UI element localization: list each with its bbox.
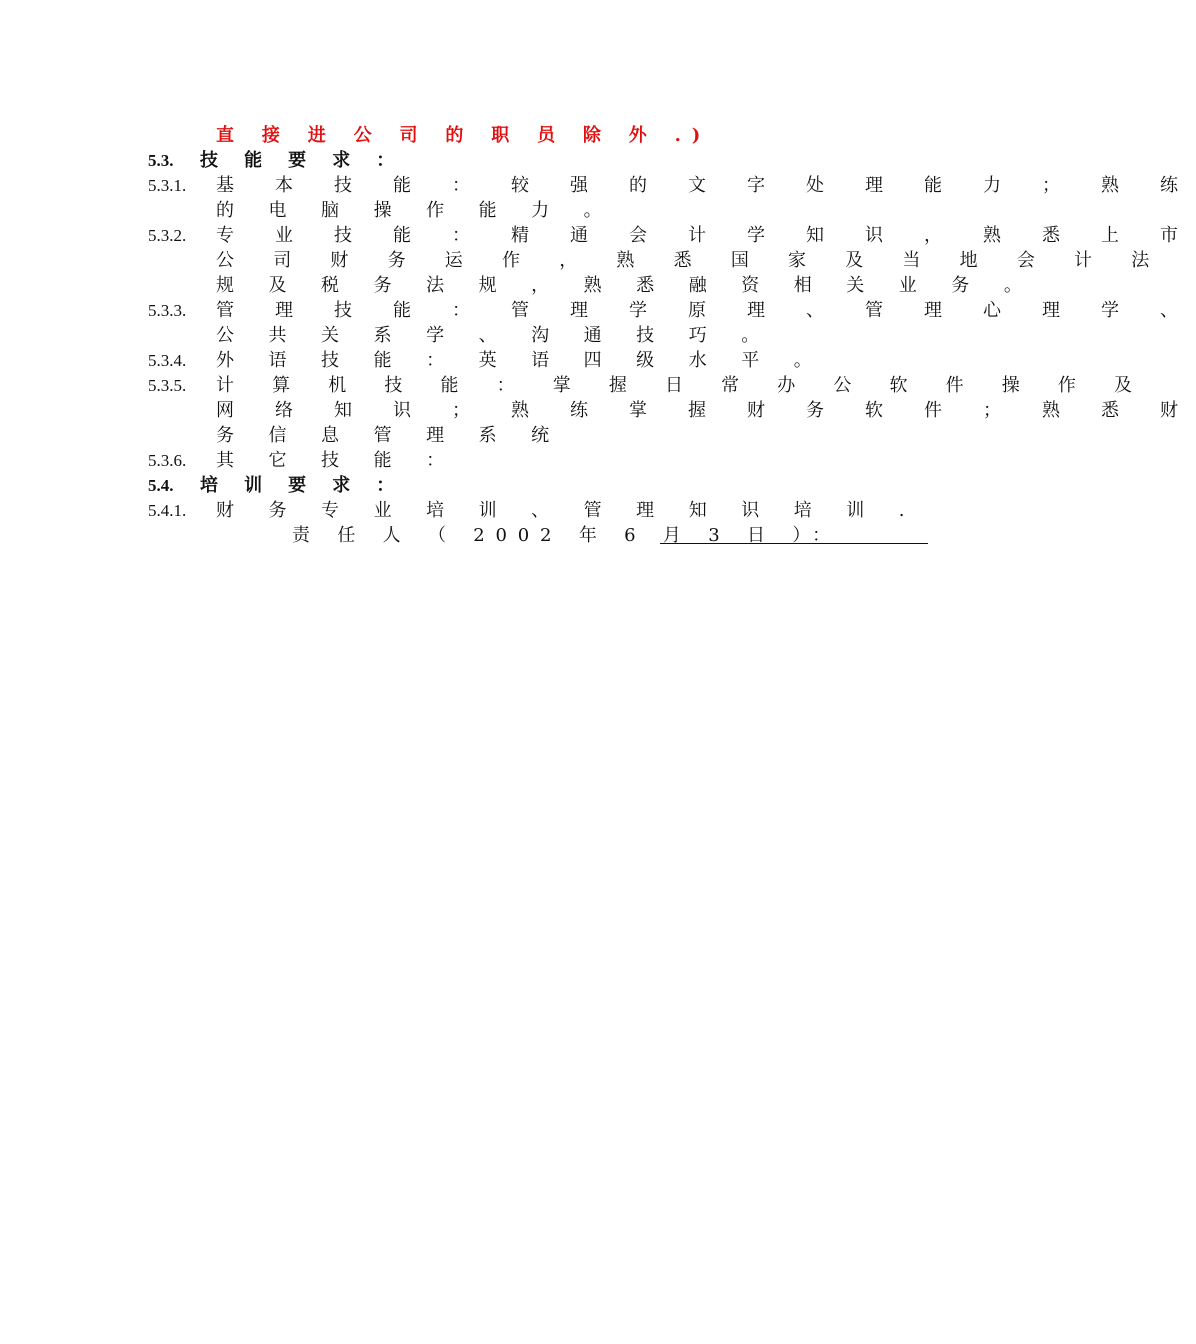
- item-number: 5.3.5.: [148, 376, 187, 395]
- item-number: 5.3.3.: [148, 301, 187, 320]
- item-text-line-1: 基 本 技 能 ： 较 强 的 文 字 处 理 能 力 ； 熟 练: [216, 175, 1196, 196]
- item-text-line-2: 网 络 知 识 ； 熟 练 掌 握 财 务 软 件 ； 熟 悉 财: [216, 400, 1196, 421]
- section-number: 5.4.: [148, 476, 174, 495]
- item-number: 5.3.1.: [148, 176, 187, 195]
- item-text-line-1: 财 务 专 业 培 训 、 管 理 知 识 培 训 .: [216, 500, 919, 521]
- item-text-line-3: 规 及 税 务 法 规 ， 熟 悉 融 资 相 关 业 务 。: [216, 275, 1037, 296]
- item-text-line-2: 公 共 关 系 学 、 沟 通 技 巧 。: [216, 325, 774, 346]
- section-number: 5.3.: [148, 151, 174, 170]
- item-text-line-2: 公 司 财 务 运 作 ， 熟 悉 国 家 及 当 地 会 计 法: [216, 250, 1166, 271]
- item-number: 5.3.6.: [148, 451, 187, 470]
- section-title: 培 训 要 求 ：: [200, 475, 405, 496]
- item-text-line-1: 专 业 技 能 ： 精 通 会 计 学 知 识 ， 熟 悉 上 市: [216, 225, 1196, 246]
- note-red-text: 直 接 进 公 司 的 职 员 除 外 .): [216, 125, 712, 146]
- item-number: 5.4.1.: [148, 501, 187, 520]
- item-number: 5.3.2.: [148, 226, 187, 245]
- item-text-line-1: 计 算 机 技 能 ： 掌 握 日 常 办 公 软 件 操 作 及: [216, 375, 1149, 396]
- item-number: 5.3.4.: [148, 351, 187, 370]
- item-text-line-1: 其 它 技 能 ：: [216, 450, 459, 471]
- item-text-line-1: 外 语 技 能 ： 英 语 四 级 水 平 。: [216, 350, 827, 371]
- section-title: 技 能 要 求 ：: [200, 150, 405, 171]
- signature-label: 责 任 人 （ 2002 年 6 月 3 日 ）：: [292, 525, 841, 546]
- signature-blank-line[interactable]: [660, 543, 928, 544]
- item-text-line-1: 管 理 技 能 ： 管 理 学 原 理 、 管 理 心 理 学 、: [216, 300, 1196, 321]
- item-text-line-2: 的 电 脑 操 作 能 力 。: [216, 200, 617, 221]
- item-text-line-3: 务 信 息 管 理 系 统: [216, 425, 564, 446]
